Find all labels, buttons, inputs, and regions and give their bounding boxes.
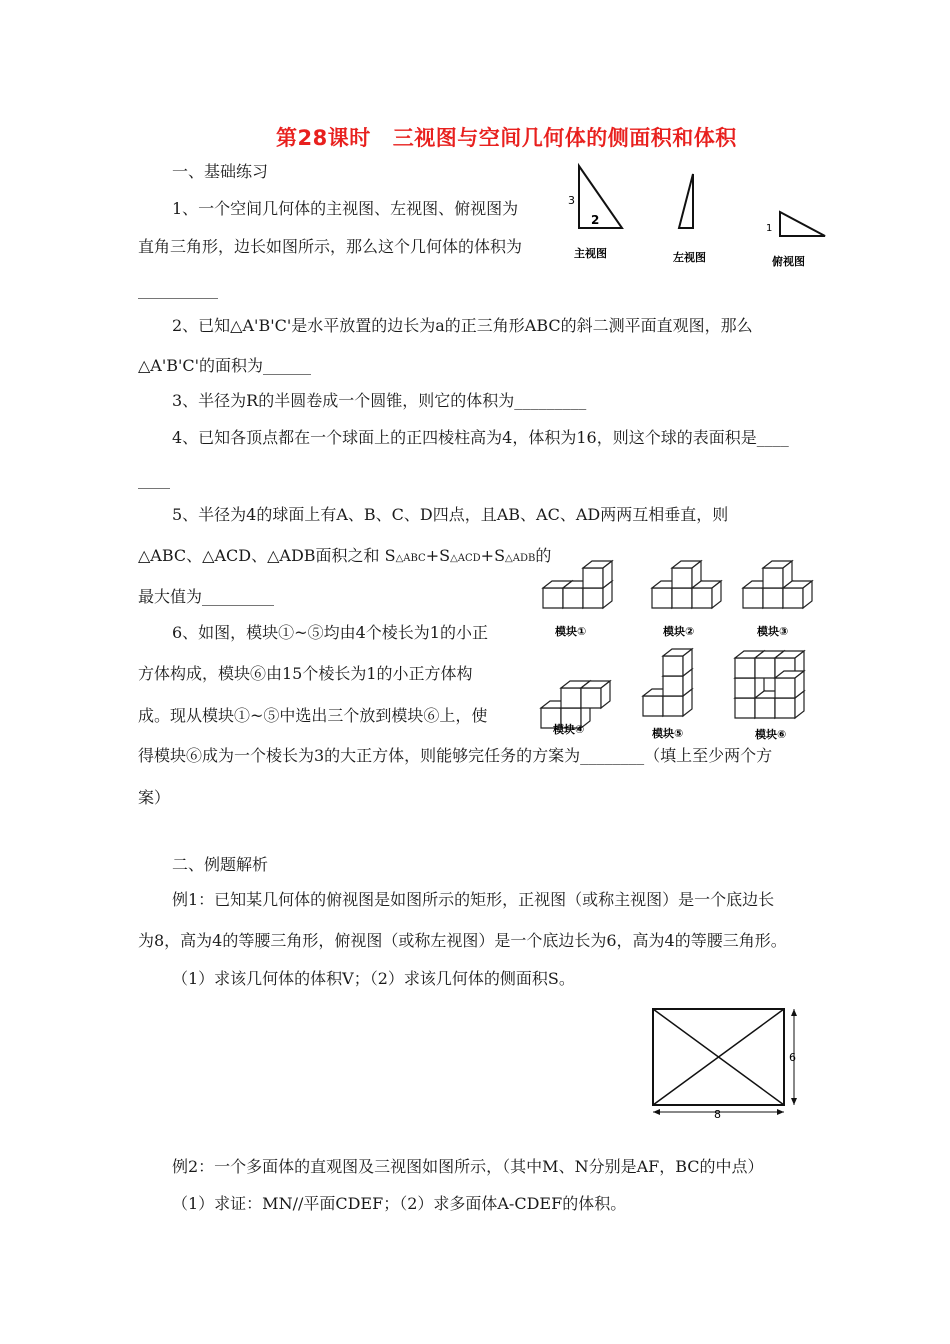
module-6-label: 模块⑥ (755, 728, 787, 741)
ex2-line1: 例2：一个多面体的直观图及三视图如图所示，（其中M、N分别是AF，BC的中点） (172, 1157, 764, 1176)
q5-line3: 最大值为_________ (138, 587, 275, 606)
top-view-triangle (780, 212, 825, 236)
ex2-line2: （1）求证：MN//平面CDEF；（2）求多面体A-CDEF的体积。 (172, 1194, 627, 1213)
cube-face (763, 568, 783, 588)
cube-face (735, 698, 755, 718)
front-view-triangle (579, 166, 622, 228)
top-view-label: 俯视图 (772, 255, 805, 268)
q6-line3: 成。现从模块①~⑤中选出三个放到模块⑥上，使 (138, 706, 488, 725)
front-view-base-label: 2 (591, 213, 600, 227)
cube-face (663, 676, 683, 696)
q2-line2: △A'B'C'的面积为______ (138, 356, 312, 375)
q3-text: 3、半径为R的半圆卷成一个圆锥，则它的体积为_________ (172, 391, 587, 410)
cube-face (735, 678, 755, 698)
cube-face (652, 588, 672, 608)
side-view-label: 左视图 (673, 251, 706, 264)
cube-face (672, 568, 692, 588)
cube-face (763, 588, 783, 608)
q1-three-view-figure (560, 160, 840, 272)
q5-line1: 5、半径为4的球面上有A、B、C、D四点，且AB、AC、AD两两互相垂直，则 (172, 505, 729, 524)
ex1-top-view-rectangle (640, 1000, 810, 1125)
module-3-label: 模块③ (757, 625, 789, 638)
cube-face (755, 658, 775, 678)
top-view-side-label: 1 (766, 223, 773, 234)
ex1-line2: 为8，高为4的等腰三角形，俯视图（或称左视图）是一个底边长为6，高为4的等腰三角形。 (138, 931, 787, 950)
front-view-height-label: 3 (568, 194, 575, 207)
module-5-label: 模块⑤ (652, 727, 684, 740)
height-label: 6 (789, 1051, 796, 1064)
cube-face (643, 696, 663, 716)
q1-line1: 1、一个空间几何体的主视图、左视图、俯视图为 (172, 199, 519, 218)
q6-modules-figure (535, 560, 835, 745)
ex1-line3: （1）求该几何体的体积V；（2）求该几何体的侧面积S。 (172, 969, 575, 988)
module-1-label: 模块① (555, 625, 587, 638)
modules-drawing (541, 561, 812, 728)
cube-face (583, 568, 603, 588)
cube-face (663, 696, 683, 716)
q6-line1: 6、如图，模块①~⑤均由4个棱长为1的小正 (172, 623, 488, 642)
cube-face (563, 588, 583, 608)
q1-answer-blank: __________ (138, 280, 218, 299)
cube-face (672, 588, 692, 608)
cube-face (663, 656, 683, 676)
cube-face (692, 588, 712, 608)
section-heading-basic: 一、基础练习 (172, 162, 269, 181)
cube-face (561, 688, 581, 708)
q4-line1: 4、已知各顶点都在一个球面上的正四棱柱高为4，体积为16，则这个球的表面积是____ (172, 428, 789, 447)
page-title: 第28课时 三视图与空间几何体的侧面积和体积 (276, 126, 737, 150)
cube-face (743, 588, 763, 608)
module-2-label: 模块② (663, 625, 695, 638)
cube-face (775, 698, 795, 718)
q6-line4: 得模块⑥成为一个棱长为3的大正方体，则能够完任务的方案为________（填上至少两个方 (138, 746, 773, 765)
cube-face (775, 678, 795, 698)
q5-line2: △ABC、△ACD、△ADB面积之和 S△ABC+S△ACD+S△ADB的 (138, 546, 552, 565)
width-label: 8 (714, 1108, 721, 1121)
cube-face (755, 698, 775, 718)
module-4-label: 模块④ (553, 723, 585, 736)
cube-face (735, 658, 755, 678)
q4-line2: ____ (138, 470, 170, 489)
ex1-line1: 例1：已知某几何体的俯视图是如图所示的矩形，正视图（或称主视图）是一个底边长 (172, 890, 775, 909)
q2-line1: 2、已知△A'B'C'是水平放置的边长为a的正三角形ABC的斜二测平面直观图，那么 (172, 316, 753, 335)
q6-line2: 方体构成，模块⑥由15个棱长为1的小正方体构 (138, 664, 473, 683)
cube-face (783, 588, 803, 608)
q6-line5: 案） (138, 788, 171, 807)
cube-face (583, 588, 603, 608)
cube-face (581, 688, 601, 708)
q1-line2: 直角三角形，边长如图所示，那么这个几何体的体积为 (138, 237, 523, 256)
front-view-label: 主视图 (574, 247, 607, 260)
section-heading-examples: 二、例题解析 (172, 855, 269, 874)
cube-face (543, 588, 563, 608)
side-view-triangle (679, 174, 693, 228)
